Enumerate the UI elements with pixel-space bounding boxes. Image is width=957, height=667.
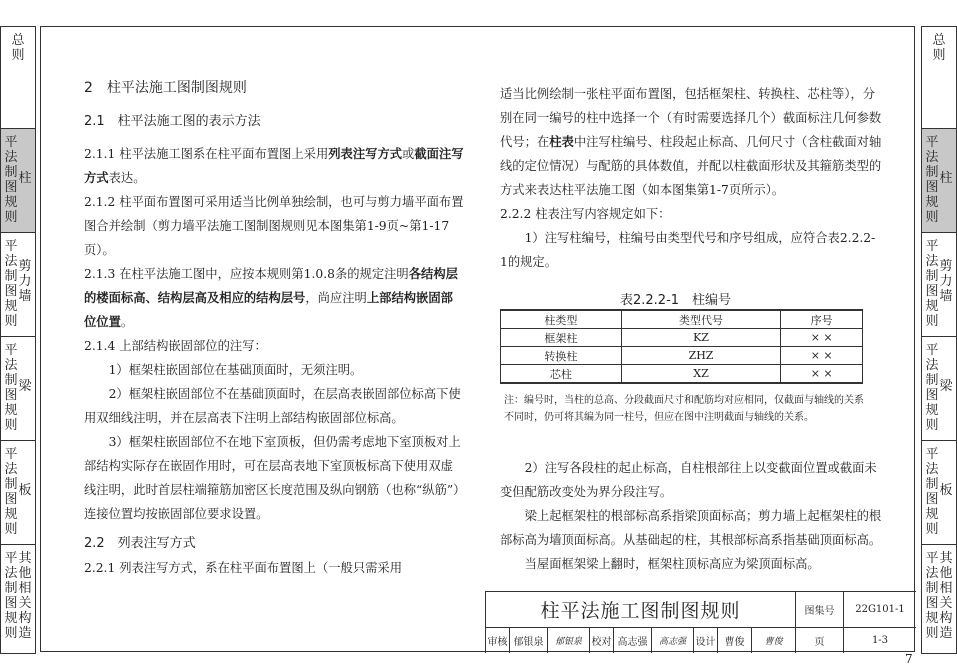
- table-row: [501, 329, 863, 347]
- drawing-title: 柱平法施工图制图规则: [486, 592, 796, 628]
- tab-shear-wall-r-label: 平法制图规则: [925, 239, 939, 329]
- tab-beam-label: 平法制图规则: [4, 343, 18, 433]
- atlas-label: 图集号: [796, 592, 844, 628]
- table-header: 类型代号: [621, 310, 781, 329]
- tab-other-r[interactable]: [922, 545, 956, 653]
- tab-slab-label: 平法制图规则: [4, 447, 18, 537]
- para-roof-beam: 当屋面框架梁上翻时，框架柱顶标高应为梁顶面标高。: [524, 557, 820, 571]
- table-header: 序号: [781, 310, 863, 329]
- section-heading: 2 柱平法施工图制图规则: [84, 80, 247, 96]
- tab-general-r[interactable]: [922, 27, 956, 129]
- designer-signature: 曹俊: [752, 628, 796, 653]
- subsection-heading-2-2: 2.2 列表注写方式: [84, 536, 196, 551]
- column-id-table: [500, 309, 863, 384]
- tab-beam-r[interactable]: [922, 337, 956, 441]
- tab-beam-r-sub: 梁: [939, 379, 953, 394]
- para-table-intro: [500, 82, 882, 202]
- design-label: 设计: [694, 628, 718, 653]
- table-cell: 转换柱: [501, 347, 622, 365]
- table-cell: ZHZ: [621, 347, 781, 365]
- page-number: 7: [905, 652, 913, 666]
- tab-other-r-sub: 其他相关构造: [939, 551, 953, 641]
- tab-general-label: 总则: [11, 33, 25, 63]
- designer-name: 曹俊: [718, 628, 752, 653]
- reviewer-name: 郁银泉: [510, 628, 548, 653]
- right-column: [500, 82, 882, 274]
- para-2-1-4: 2.1.4 上部结构嵌固部位的注写：: [84, 339, 267, 353]
- tab-beam[interactable]: [1, 337, 35, 441]
- para-2-2-2-item2: 2）注写各段柱的起止标高，自柱根部往上以变截面位置或截面未变但配筋改变处为界分段注写。: [500, 461, 877, 499]
- tab-slab-r-sub: 板: [939, 483, 953, 498]
- table-cell: × ×: [781, 347, 863, 365]
- para-2-1-3-text: 2.1.3 在柱平法施工图中，应按本规则第1.0.8条的规定注明: [84, 267, 409, 281]
- table-row: [501, 347, 863, 365]
- tab-shear-wall-r[interactable]: [922, 233, 956, 337]
- para-2-1-3-mid: ，尚应注明: [305, 291, 367, 305]
- table-cell: KZ: [621, 329, 781, 347]
- tab-other-sub: 其他相关构造: [18, 551, 32, 641]
- table-title: 表2.2.2-1 柱编号: [620, 293, 732, 308]
- reviewer-signature: 郁银泉: [548, 628, 590, 653]
- title-block: [485, 591, 916, 653]
- para-2-1-4-item3: 3）框架柱嵌固部位不在地下室顶板，但仍需考虑地下室顶板对上部结构实际存在嵌固作用时，可在层高表地下室顶板标高下使用双虚线注明，此时首层柱端箍筋加密区长度范围及纵向钢筋（也称“纵筋”）连接位置均按嵌固部位要求设置。: [84, 435, 461, 521]
- para-2-1-1-bold1: 列表注写方式: [328, 147, 403, 161]
- table-cell: 芯柱: [501, 365, 622, 384]
- tab-other-r-label: 平法制图规则: [925, 551, 939, 641]
- tab-shear-wall-label: 平法制图规则: [4, 239, 18, 329]
- page-code: 1-3: [871, 635, 889, 646]
- tab-general-r-label: 总则: [932, 33, 946, 63]
- para-beam-base: 梁上起框架柱的根部标高系指梁顶面标高；剪力墙上起框架柱的根部标高为墙顶面标高。从基础起的柱，其根部标高系指基础顶面标高。: [500, 509, 882, 547]
- para-2-2-2-item1: 1）注写柱编号，柱编号由类型代号和序号组成，应符合表2.2.2-1的规定。: [500, 231, 876, 269]
- tab-slab-r[interactable]: [922, 441, 956, 545]
- para-table-intro-text: 适当比例绘制一张柱平面布置图，包括框架柱、转换柱、芯柱等），分别在同一编号的柱中选择一个（有时需要选择几个）截面标注几何参数代号；在: [500, 87, 882, 149]
- tab-column-r[interactable]: [922, 129, 956, 233]
- subsection-heading-2-1: 2.1 柱平法施工图的表示方法: [84, 114, 261, 129]
- para-2-1-1-or: 或: [402, 147, 415, 161]
- para-2-1-3-end: 。: [120, 315, 134, 329]
- para-2-1-2: 2.1.2 柱平面布置图可采用适当比例单独绘制，也可与剪力墙平面布置图合并绘制（剪力墙平法施工图制图规则见本图集第1-9页~第1-17页）。: [84, 195, 464, 257]
- para-2-1-1-end: 表达。: [108, 171, 146, 185]
- para-2-1-4-item2: 2）框架柱嵌固部位不在基础顶面时，在层高表嵌固部位标高下使用双细线注明，并在层高表下注明上部结构嵌固部位标高。: [84, 387, 461, 425]
- table-note: 注：编号时，当柱的总高、分段截面尺寸和配筋均对应相同，仅截面与轴线的关系不同时，仍可将其编为同一柱号，但应在图中注明截面与轴线的关系。: [504, 395, 864, 423]
- para-2-1-4-item1: 1）框架柱嵌固部位在基础顶面时，无须注明。: [108, 363, 363, 377]
- tab-column-r-sub: 柱: [939, 171, 953, 186]
- tab-column[interactable]: [1, 129, 35, 233]
- checker-signature: 高志强: [652, 628, 694, 653]
- left-tab-strip: [0, 26, 36, 654]
- table-cell: × ×: [781, 365, 863, 384]
- checker-name: 高志强: [614, 628, 652, 653]
- para-table-intro-bold: 柱表: [549, 135, 574, 149]
- tab-other-label: 平法制图规则: [4, 551, 18, 641]
- tab-shear-wall-sub: 剪力墙: [18, 259, 32, 304]
- tab-general[interactable]: [1, 27, 35, 129]
- para-2-2-2: 2.2.2 柱表注写内容规定如下：: [500, 207, 671, 221]
- para-2-1-1-bold2: 截面注写方式: [84, 147, 464, 185]
- tab-slab[interactable]: [1, 441, 35, 545]
- para-2-1-3-bold2: 上部结构嵌固部位位置: [84, 291, 453, 329]
- para-2-2-1: 2.2.1 列表注写方式，系在柱平面布置图上（一般只需采用: [84, 561, 403, 575]
- tab-column-label: 平法制图规则: [4, 135, 18, 225]
- tab-slab-sub: 板: [18, 483, 32, 498]
- right-column-lower: [500, 456, 882, 576]
- para-2-1-1-text: 2.1.1 柱平法施工图系在柱平面布置图上采用: [84, 147, 329, 161]
- table-header: 柱类型: [501, 310, 622, 329]
- table-cell: XZ: [621, 365, 781, 384]
- table-cell: × ×: [781, 329, 863, 347]
- tab-shear-wall[interactable]: [1, 233, 35, 337]
- left-column: [84, 76, 464, 580]
- table-cell: 框架柱: [501, 329, 622, 347]
- para-2-1-1: [84, 142, 464, 190]
- tab-shear-wall-r-sub: 剪力墙: [939, 259, 953, 304]
- para-2-1-3: [84, 262, 464, 334]
- atlas-number: 22G101-1: [844, 592, 916, 628]
- tab-beam-sub: 梁: [18, 379, 32, 394]
- table-header-row: [501, 310, 863, 329]
- page-label: 页: [796, 628, 844, 653]
- tab-column-r-label: 平法制图规则: [925, 135, 939, 225]
- tab-other[interactable]: [1, 545, 35, 653]
- right-tab-strip: [921, 26, 957, 654]
- table-row: [501, 365, 863, 384]
- tab-beam-r-label: 平法制图规则: [925, 343, 939, 433]
- review-label: 审核: [486, 628, 510, 653]
- para-2-1-3-bold1: 各结构层的楼面标高、结构层高及相应的结构层号: [84, 267, 458, 305]
- tab-column-sub: 柱: [18, 171, 32, 186]
- para-table-intro-end: 中注写柱编号、柱段起止标高、几何尺寸（含柱截面对轴线的定位情况）与配筋的具体数值，并配以柱截面形状及其箍筋类型的方式来表达柱平法施工图（如本图集第1-7页所示）。: [500, 135, 882, 197]
- check-label: 校对: [590, 628, 614, 653]
- tab-slab-r-label: 平法制图规则: [925, 447, 939, 537]
